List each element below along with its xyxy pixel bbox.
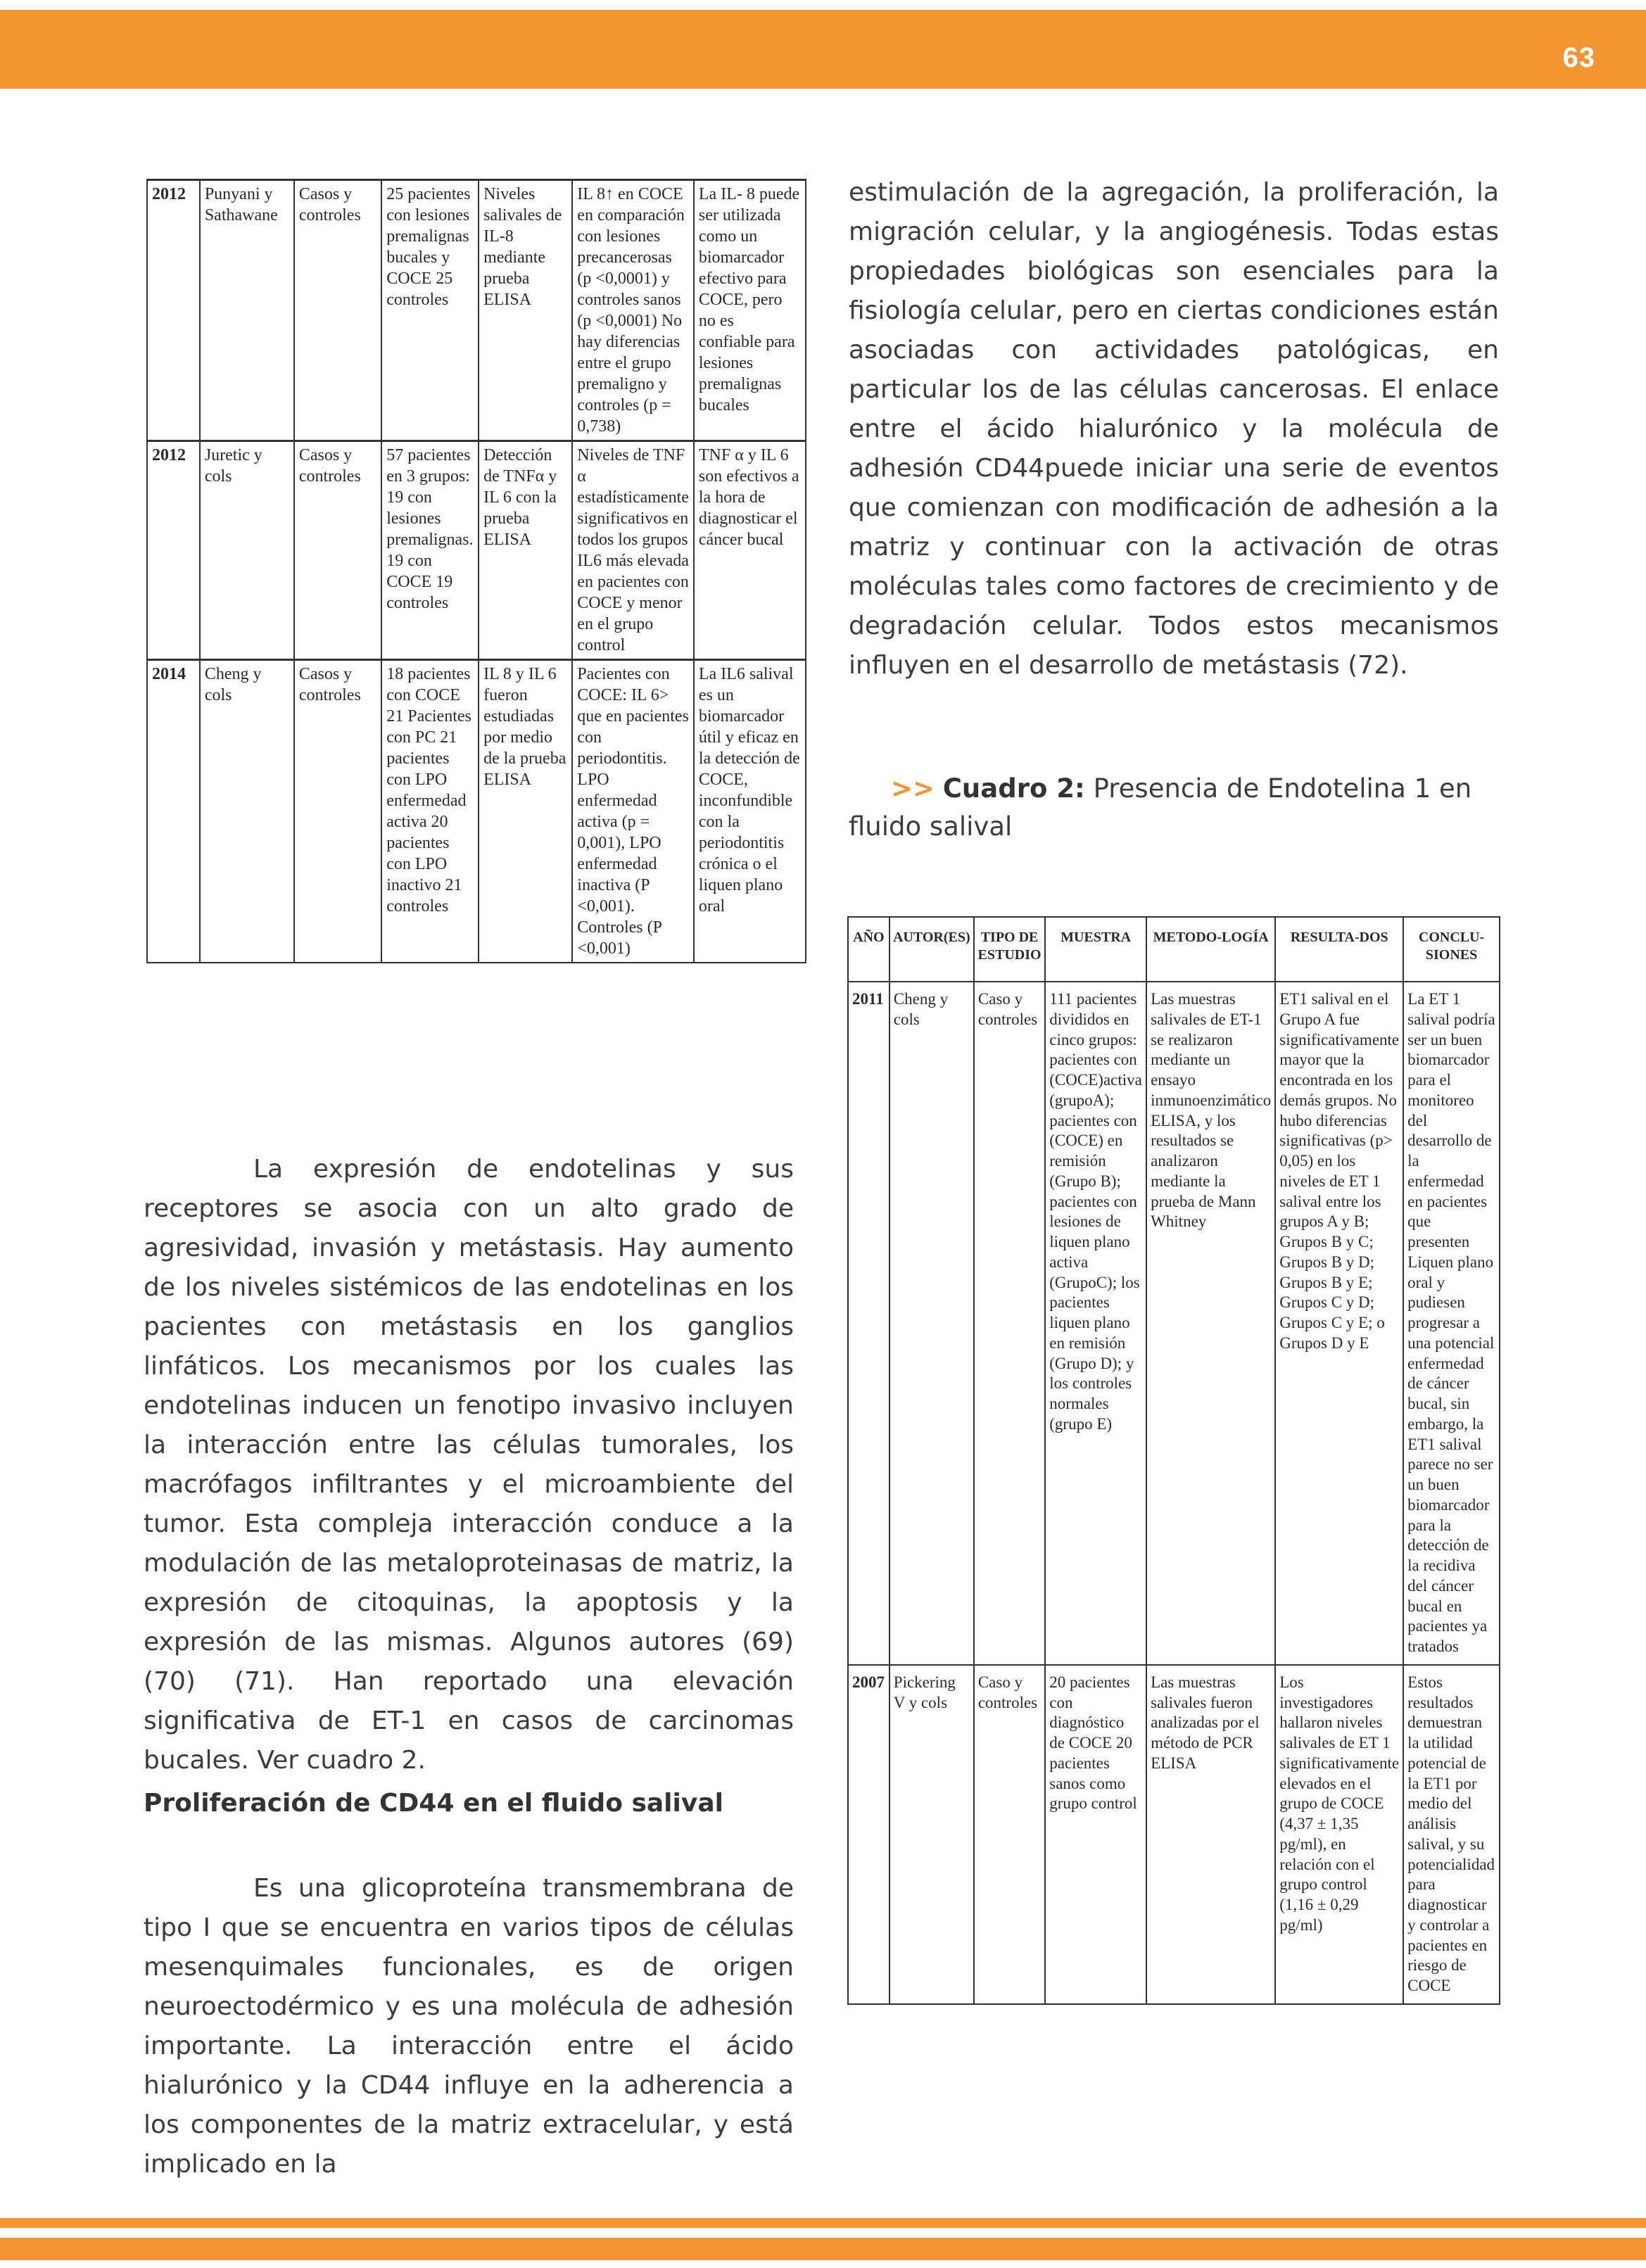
cell-method: Las muestras salivales fueron analizadas por el método de PCR ELISA: [1146, 1665, 1275, 2004]
header-year: AÑO: [848, 917, 890, 982]
table-row: [848, 1665, 1500, 2004]
cell-design: Casos y controles: [294, 441, 381, 660]
table-row: [147, 660, 806, 963]
cell-year: 2012: [147, 441, 200, 660]
studies-table-il: [146, 179, 806, 963]
cell-results: IL 8↑ en COCE en comparación con lesiones precancerosas (p <0,0001) y controles sanos (p <0,0001) No hay diferencias entre el grupo premaligno y controles (p = 0,738): [572, 180, 694, 441]
cell-authors: Punyani y Sathawane: [200, 180, 294, 441]
cell-results: Niveles de TNF α estadísticamente significativos en todos los grupos IL6 más elevada en pacientes con COCE y menor en el grupo control: [572, 441, 694, 660]
cell-authors: Pickering V y cols: [890, 1665, 974, 2004]
cell-results: ET1 salival en el Grupo A fue significativamente mayor que la encontrada en los demás grupos. No hubo diferencias significativas (p> 0,05) en los niveles de ET 1 salival entre los grupos A y B; Grupos B y C; Grupos B y D; Grupos B y E; Grupos C y D; Grupos C y E; o Grupos D y E: [1275, 982, 1403, 1665]
footer-bar: [0, 2238, 1646, 2260]
header-conclusions: CONCLU-SIONES: [1403, 917, 1500, 982]
cell-conclusions: La ET 1 salival podría ser un buen biomarcador para el monitoreo del desarrollo de la enfermedad en pacientes que presenten Liquen plano oral y pudiesen progresar a una potencial enfermedad de cáncer bucal, sin embargo, la ET1 salival parece no ser un buen biomarcador para la detección de la recidiva del cáncer bucal en pacientes ya tratados: [1403, 982, 1500, 1665]
cell-conclusions: La IL6 salival es un biomarcador útil y eficaz en la detección de COCE, inconfundible con la periodontitis crónica o el liquen plano oral: [694, 660, 806, 963]
cell-authors: Cheng y cols: [200, 660, 294, 963]
cell-year: 2007: [848, 1665, 890, 2004]
cell-design: Caso y controles: [974, 982, 1045, 1665]
table-row: [147, 441, 806, 660]
table-row: [147, 180, 806, 441]
cell-method: IL 8 y IL 6 fueron estudiadas por medio de la prueba ELISA: [479, 660, 572, 963]
header-authors: AUTOR(ES): [890, 917, 974, 982]
cell-sample: 25 pacientes con lesiones premalignas bucales y COCE 25 controles: [381, 180, 479, 441]
cell-year: 2011: [848, 982, 890, 1665]
continued-paragraph: estimulación de la agregación, la proliferación, la migración celular, y la angiogénesis. Todas estas propiedades biológicas son esenciales para la fisiología celular, pero en ciertas condiciones están asociadas con actividades patológicas, en particular los de las células cancerosas. El enlace entre el ácido hialurónico y la molécula de adhesión CD44puede iniciar una serie de eventos que comienzan con modificación de adhesión a la matriz y continuar con la activación de otras moléculas tales como factores de crecimiento y de degradación celular. Todos estos mecanismos influyen en el desarrollo de metástasis (72).: [849, 178, 1499, 680]
cell-conclusions: Estos resultados demuestran la utilidad potencial de la ET1 por medio del análisis salival, y su potencialidad para diagnosticar y controlar a pacientes en riesgo de COCE: [1403, 1665, 1500, 2004]
cell-conclusions: TNF α y IL 6 son efectivos a la hora de diagnosticar el cáncer bucal: [694, 441, 806, 660]
header-bar: [0, 10, 1646, 89]
cd44-paragraph: Es una glicoproteína transmembrana de tipo I que se encuentra en varios tipos de células mesenquimales funcionales, es de origen neuroectodérmico y es una molécula de adhesión importante. La interacción entre el ácido hialurónico y la CD44 influye en la adherencia a los componentes de la matriz extracelular, y está implicado en la: [144, 1874, 794, 2179]
cell-authors: Cheng y cols: [890, 982, 974, 1665]
table-caption: [849, 770, 1499, 846]
page-number: 63: [1562, 42, 1595, 73]
section-heading-cd44: Proliferación de CD44 en el fluido salival: [144, 1789, 723, 1818]
cell-year: 2012: [147, 180, 200, 441]
caption-title: Presencia de Endotelina 1 en fluido salival: [849, 773, 1472, 842]
cell-sample: 20 pacientes con diagnóstico de COCE 20 pacientes sanos como grupo control: [1045, 1665, 1146, 2004]
cell-results: Pacientes con COCE: IL 6> que en pacientes con periodontitis. LPO enfermedad activa (p = 0,001), LPO enfermedad inactiva (P <0,001). Controles (P <0,001): [572, 660, 694, 963]
caption-arrow-icon: >>: [891, 773, 935, 804]
cell-authors: Juretic y cols: [200, 441, 294, 660]
header-results: RESULTA-DOS: [1275, 917, 1403, 982]
cell-method: Las muestras salivales de ET-1 se realizaron mediante un ensayo inmunoenzimático ELISA, y los resultados se analizaron mediante la prueba de Mann Whitney: [1146, 982, 1275, 1665]
header-sample: MUESTRA: [1045, 917, 1146, 982]
cell-design: Casos y controles: [294, 660, 381, 963]
cell-design: Caso y controles: [974, 1665, 1045, 2004]
table-row: [848, 982, 1500, 1665]
cell-sample: 111 pacientes divididos en cinco grupos: pacientes con (COCE)activa (grupoA); pacientes con (COCE) en remisión (Grupo B); pacientes con lesiones de liquen plano activa (GrupoC); los pacientes liquen plano en remisión (Grupo D); y los controles normales (grupo E): [1045, 982, 1146, 1665]
endothelin-paragraph: La expresión de endotelinas y sus receptores se asocia con un alto grado de agresividad, invasión y metástasis. Hay aumento de los niveles sistémicos de las endotelinas en los pacientes con metástasis en los ganglios linfáticos. Los mecanismos por los cuales las endotelinas inducen un fenotipo invasivo incluyen la interacción entre las células tumorales, los macrófagos infiltrantes y el microambiente del tumor. Esta compleja interacción conduce a la modulación de las metaloproteinasas de matriz, la expresión de citoquinas, la apoptosis y la expresión de las mismas. Algunos autores (69) (70) (71). Han reportado una elevación significativa de ET-1 en casos de carcinomas bucales. Ver cuadro 2.: [144, 1155, 794, 1775]
header-method: METODO-LOGÍA: [1146, 917, 1275, 982]
table-header-row: [848, 917, 1500, 982]
cell-design: Casos y controles: [294, 180, 381, 441]
cell-sample: 57 pacientes en 3 grupos: 19 con lesiones premalignas. 19 con COCE 19 controles: [381, 441, 479, 660]
cell-year: 2014: [147, 660, 200, 963]
cell-results: Los investigadores hallaron niveles salivales de ET 1 significativamente elevados en el grupo de COCE (4,37 ± 1,35 pg/ml), en relación con el grupo control (1,16 ± 0,29 pg/ml): [1275, 1665, 1403, 2004]
cell-method: Niveles salivales de IL-8 mediante prueba ELISA: [479, 180, 572, 441]
footer-bar-thin: [0, 2218, 1646, 2228]
cell-conclusions: La IL- 8 puede ser utilizada como un biomarcador efectivo para COCE, pero no es confiable para lesiones premalignas bucales: [694, 180, 806, 441]
endothelin-table: [847, 916, 1500, 2005]
caption-label: Cuadro 2:: [942, 773, 1085, 804]
cell-method: Detección de TNFα y IL 6 con la prueba ELISA: [479, 441, 572, 660]
cell-sample: 18 pacientes con COCE 21 Pacientes con PC 21 pacientes con LPO enfermedad activa 20 pacientes con LPO inactivo 21 controles: [381, 660, 479, 963]
header-design: TIPO DE ESTUDIO: [974, 917, 1045, 982]
